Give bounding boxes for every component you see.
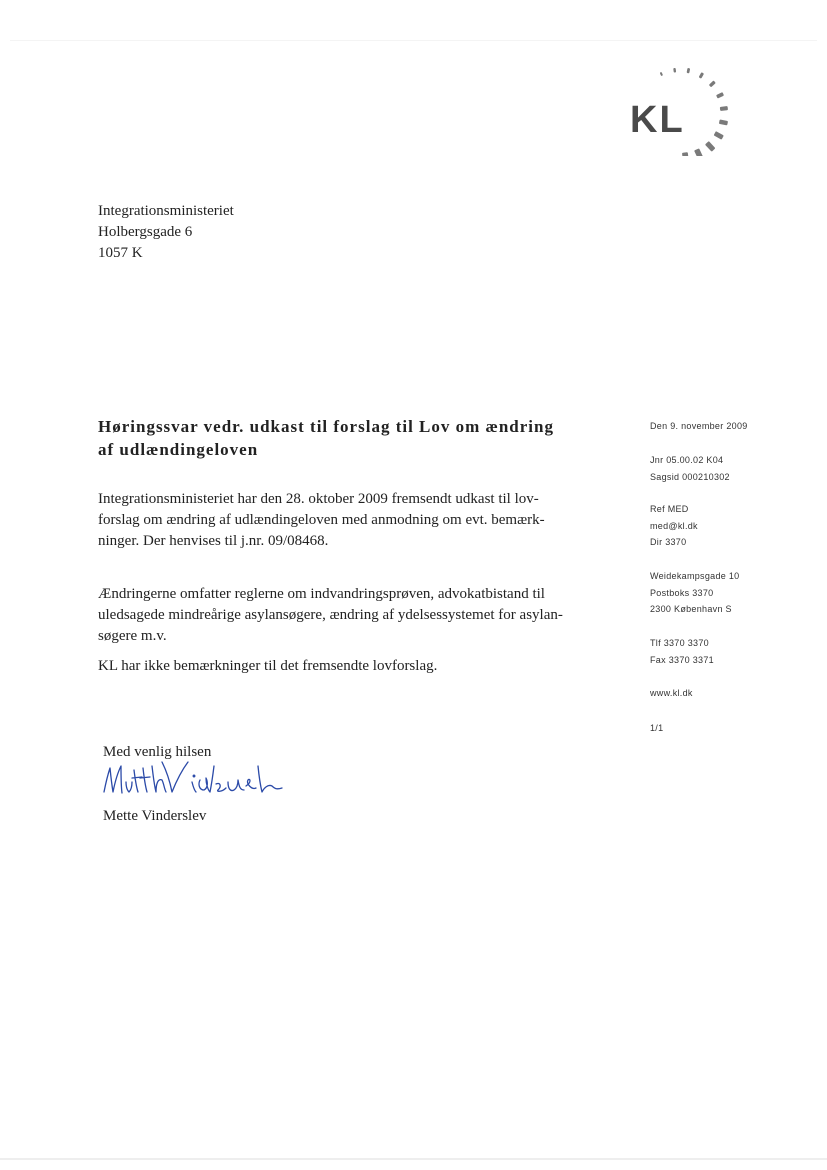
postal-address	[650, 568, 820, 618]
logo-dot	[660, 72, 663, 76]
dir-text: Dir 3370	[650, 537, 687, 547]
website-text: www.kl.dk	[650, 688, 693, 698]
logo-dot	[699, 72, 704, 79]
page-number-text: 1/1	[650, 723, 664, 733]
body-line: forslag om ændring af udlændingeloven med anmodning om evt. bemærk-	[98, 512, 545, 528]
recipient-street: Holbergsgade 6	[98, 224, 193, 240]
email-text: med@kl.dk	[650, 520, 698, 531]
body-line: uledsagede mindreårige asylansøgere, ændring af ydelsessystemet for asylan-	[98, 607, 563, 623]
body-line: Integrationsministeriet har den 28. oktober 2009 fremsendt udkast til lov-	[98, 491, 539, 507]
page-edge-bottom	[0, 1158, 827, 1160]
body-line: ninger. Der henvises til j.nr. 09/08468.	[98, 533, 329, 549]
svg-text:KL: KL	[630, 99, 685, 141]
street-text: Weidekampsgade 10	[650, 571, 740, 581]
logo-dot	[716, 92, 724, 98]
contact-person	[650, 501, 820, 551]
kl-logo	[620, 56, 740, 156]
recipient-name: Integrationsministeriet	[98, 203, 234, 219]
logo-dot	[687, 68, 691, 74]
page-number	[650, 720, 820, 737]
website	[650, 685, 820, 702]
kl-logo-icon	[620, 56, 740, 156]
handwritten-signature	[96, 752, 286, 808]
tlf-text: Tlf 3370 3370	[650, 638, 709, 648]
body-line: søgere m.v.	[98, 628, 167, 644]
fax-text: Fax 3370 3371	[650, 654, 714, 665]
body-paragraph-3	[98, 656, 608, 677]
letter-subject	[98, 415, 608, 461]
subject-line-2: af udlændingeloven	[98, 440, 259, 459]
page-edge-top	[10, 40, 817, 41]
date-text: Den 9. november 2009	[650, 421, 748, 431]
reference-numbers	[650, 452, 820, 485]
recipient-postcode: 1057 K	[98, 245, 143, 261]
logo-dot	[705, 141, 715, 152]
logo-dot	[714, 131, 724, 140]
jnr-text: Jnr 05.00.02 K04	[650, 455, 724, 465]
body-line: Ændringerne omfatter reglerne om indvandringsprøven, advokatbistand til	[98, 586, 545, 602]
signer-name: Mette Vinderslev	[103, 808, 207, 824]
phone-numbers	[650, 635, 820, 668]
letter-date	[650, 418, 820, 435]
body-paragraph-2	[98, 584, 608, 647]
logo-dot	[682, 152, 689, 156]
subject-line-1: Høringssvar vedr. udkast til forslag til Lov om ændring	[98, 417, 554, 436]
logo-dot	[694, 148, 703, 156]
postbox-text: Postboks 3370	[650, 587, 714, 598]
logo-dot	[673, 68, 676, 73]
logo-dot	[719, 119, 728, 125]
ref-text: Ref MED	[650, 504, 689, 514]
logo-dot	[709, 80, 716, 87]
body-line: KL har ikke bemærkninger til det fremsendte lovforslag.	[98, 658, 438, 674]
recipient-address	[98, 201, 234, 264]
city-text: 2300 København S	[650, 604, 732, 614]
body-paragraph-1	[98, 489, 608, 552]
logo-dot	[720, 106, 728, 111]
sagsid-text: Sagsid 000210302	[650, 471, 730, 482]
closing-greeting: Med venlig hilsen	[103, 744, 212, 760]
